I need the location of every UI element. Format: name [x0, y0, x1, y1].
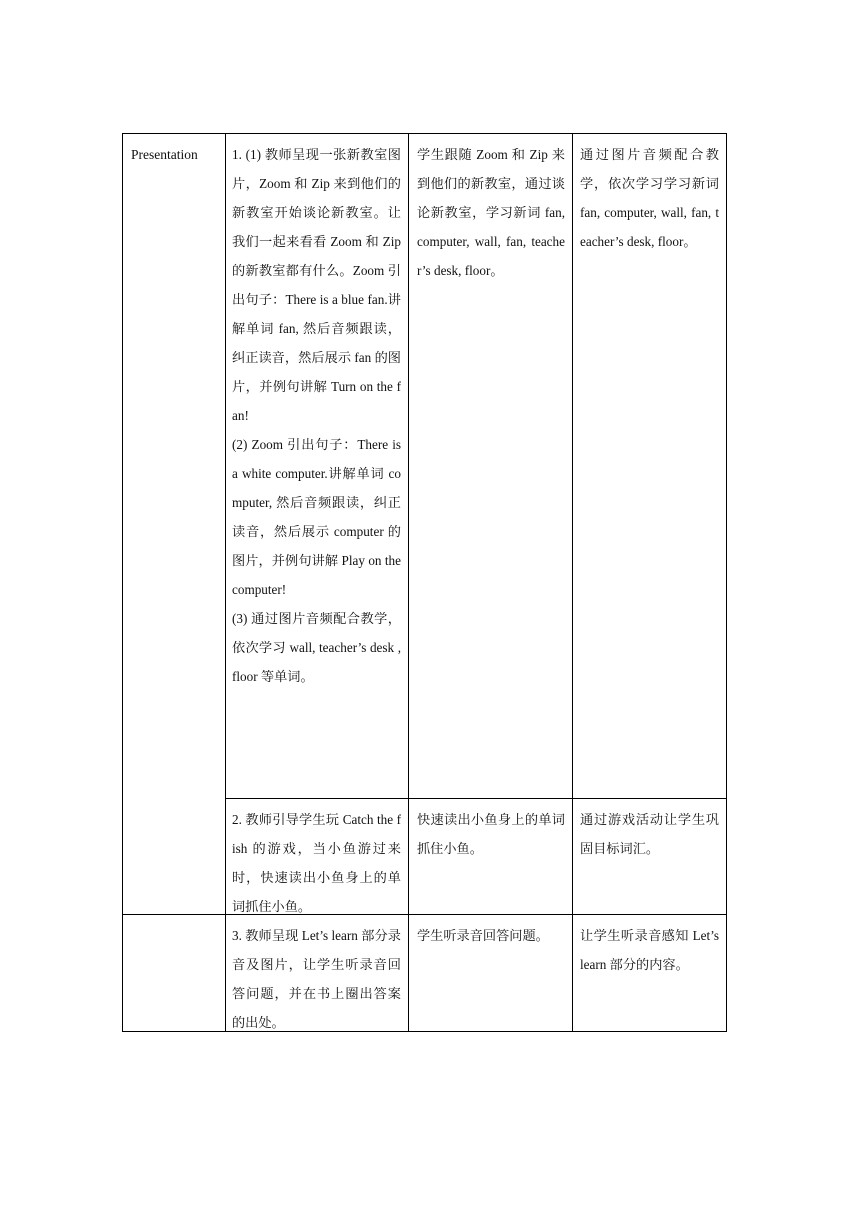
column-divider [408, 133, 409, 1032]
student-activity-cell: 学生听录音回答问题。 [417, 928, 549, 943]
table-right-border [726, 133, 727, 1032]
purpose-cell: 通过游戏活动让学生巩固目标词汇。 [580, 812, 719, 856]
student-activity-cell: 学生跟随 Zoom 和 Zip 来到他们的新教室，通过谈论新教室，学习新词 fan, computer, wall, fan, teacher’s desk, floor。 [417, 147, 565, 278]
student-activity-cell: 快速读出小鱼身上的单词抓住小鱼。 [417, 812, 565, 856]
purpose-cell: 通过图片音频配合教学，依次学习学习新词 fan, computer, wall, fan, teacher’s desk, floor。 [580, 147, 719, 249]
table-top-border [122, 133, 727, 134]
teacher-activity-cell: 3. 教师呈现 Let’s learn 部分录音及图片，让学生听录音回答问题，并在书上圈出答案的出处。 [232, 928, 401, 1030]
row-divider [225, 798, 727, 799]
purpose-cell: 让学生听录音感知 Let’s learn 部分的内容。 [580, 928, 719, 972]
table-left-border [122, 133, 123, 1032]
row-divider [122, 914, 727, 915]
teacher-activity-cell: 2. 教师引导学生玩 Catch the fish 的游戏，当小鱼游过来时，快速读出小鱼身上的单词抓住小鱼。 [232, 812, 401, 914]
column-divider [572, 133, 573, 1032]
teacher-activity-cell: 1. (1) 教师呈现一张新教室图片，Zoom 和 Zip 来到他们的新教室开始谈论新教室。让我们一起来看看 Zoom 和 Zip 的新教室都有什么。Zoom 引出句子：There is a blue fan.讲解单词 fan, 然后音频跟读，纠正读音，然后展示 fan 的图片，并例句讲解 Turn on the fan! (2) Zoom 引出句子：There is a white computer.讲解单词 computer, 然后音频跟读，纠正读音，然后展示 computer 的图片，并例句讲解 Play on the computer! (3) 通过图片音频配合教学，依次学习 wall, teacher’s desk , floor 等单词。 [232, 147, 401, 684]
stage-cell: Presentation [131, 147, 198, 162]
table-bottom-border [122, 1031, 727, 1032]
column-divider [225, 133, 226, 1032]
